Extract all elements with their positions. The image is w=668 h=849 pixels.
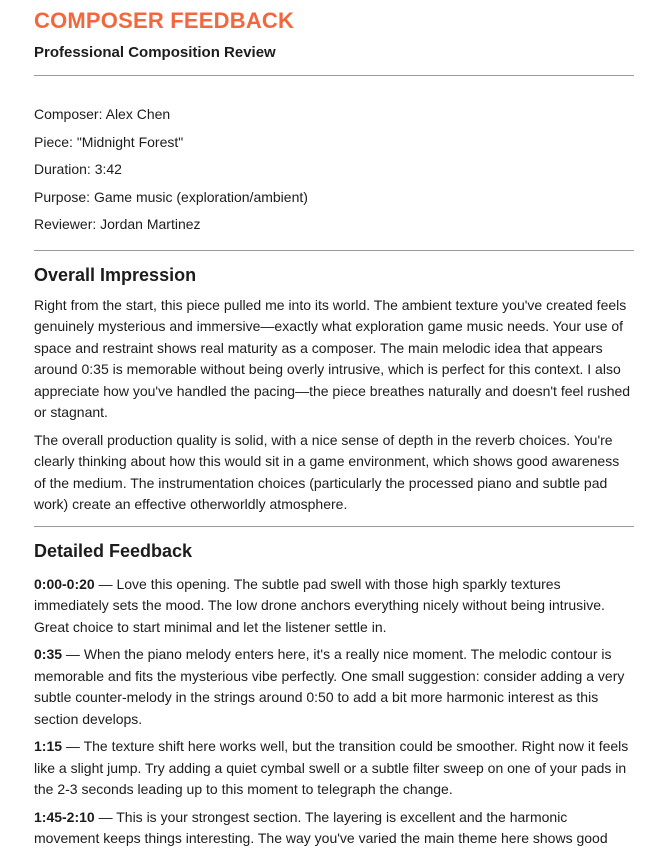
timestamp-separator: — [94, 808, 117, 825]
page-subtitle: Professional Composition Review [34, 44, 276, 61]
meta-value: Jordan Martinez [100, 216, 201, 232]
detailed-feedback-section [34, 541, 634, 849]
meta-line-purpose [34, 187, 634, 209]
overall-impression-paragraph: Right from the start, this piece pulled me into its world. The ambient texture you've created feels genuinely mysterious and immersive—exactly what exploration game music needs. Your use of space and restraint shows real maturity as a composer. The main melodic idea that appears around 0:35 is memorable without being overly intrusive, which is perfect for this context. I also appreciate how you've handled the pacing—the piece breathes naturally and doesn't feel rushed or stagnant. [34, 296, 631, 420]
overall-impression-heading: Overall Impression [34, 264, 197, 285]
overall-impression-section [34, 265, 634, 516]
feedback-entry [34, 574, 634, 639]
meta-line-reviewer [34, 214, 634, 236]
meta-line-duration [34, 159, 634, 181]
timestamp: 0:35 [34, 646, 63, 662]
divider-detailed [34, 526, 634, 527]
meta-value: 3:42 [94, 161, 122, 177]
timestamp: 0:00-0:20 [34, 575, 95, 592]
meta-label: Piece [34, 133, 70, 150]
meta-separator: : [86, 161, 95, 177]
feedback-entry [34, 807, 634, 849]
meta-line-piece [34, 132, 634, 154]
feedback-text: Love this opening. The subtle pad swell with those high sparkly textures immediately sets the mood. The low drone anchors everything nicely without being intrusive. Great choice to start minimal and let the listener settle in. [34, 575, 605, 635]
metadata-section [34, 104, 634, 236]
meta-value: Game music (exploration/ambient) [93, 188, 308, 205]
feedback-text: The texture shift here works well, but the transition could be smoother. Right now it feels like a slight jump. Try adding a quiet cymbal swell or a subtle filter sweep on one of your pads in the 2-3 seconds leading up to this moment to telegraph the change. [34, 738, 629, 797]
meta-label: Purpose [34, 188, 87, 205]
feedback-entry [34, 644, 634, 730]
timestamp-separator: — [62, 738, 84, 754]
feedback-text: This is your strongest section. The layering is excellent and the harmonic movement keeps things interesting. The way you've varied the main theme here shows good [34, 808, 608, 846]
meta-label: Composer [34, 106, 99, 122]
meta-label: Reviewer [34, 216, 93, 232]
meta-line-composer [34, 104, 634, 126]
feedback-entry [34, 736, 634, 801]
overall-impression-paragraph: The overall production quality is solid, with a nice sense of depth in the reverb choices. You're clearly thinking about how this would sit in a game environment, which shows good awareness of the medium. The instrumentation choices (particularly the processed piano and subtle pad work) create an effective otherworldly atmosphere. [34, 431, 620, 512]
timestamp-separator: — [62, 646, 84, 662]
meta-separator: : [92, 216, 101, 232]
timestamp: 1:15 [34, 738, 63, 754]
meta-separator: : [69, 133, 77, 150]
timestamp-separator: — [94, 575, 117, 592]
page-title: COMPOSER FEEDBACK [34, 8, 295, 33]
divider-overall [34, 250, 634, 251]
detailed-feedback-heading: Detailed Feedback [34, 540, 193, 561]
meta-value: Alex Chen [105, 106, 171, 122]
meta-separator: : [98, 106, 106, 122]
meta-label: Duration [34, 161, 87, 177]
divider-top [34, 75, 634, 76]
meta-value: "Midnight Forest" [76, 133, 184, 150]
timestamp: 1:45-2:10 [34, 808, 95, 825]
feedback-text: When the piano melody enters here, it's a really nice moment. The melodic contour is memorable and fits the mysterious vibe perfectly. One small suggestion: consider adding a very subtle counter-melody in the strings around 0:50 to add a bit more harmonic interest as this section develops. [34, 646, 625, 727]
meta-separator: : [86, 188, 94, 205]
